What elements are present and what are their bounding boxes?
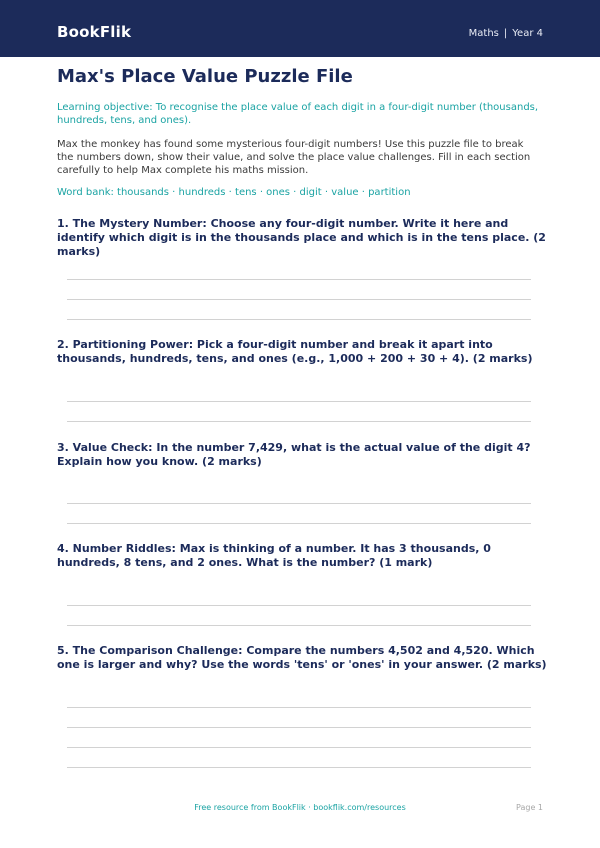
answer-line-q1-1[interactable]: [67, 279, 531, 280]
meta-separator: |: [503, 28, 508, 39]
learning-objective: Learning objective: To recognise the place value of each digit in a four-digit number (thousands, hundreds, tens, and ones).: [57, 102, 539, 126]
answer-line-q3-1[interactable]: [67, 503, 531, 504]
answer-line-q5-4[interactable]: [67, 767, 531, 768]
intro-paragraph: Max the monkey has found some mysterious four-digit numbers! Use this puzzle file to break the numbers down, show their value, and solve the place value challenges. Fill in each section carefully to help Max complete his maths mission.: [57, 139, 531, 176]
question-5: 5. The Comparison Challenge: Compare the numbers 4,502 and 4,520. Which one is larger and why? Use the words 'tens' or 'ones' in your answer. (2 marks): [57, 644, 547, 671]
answer-line-q5-1[interactable]: [67, 707, 531, 708]
footer-credit: Free resource from BookFlik · bookflik.com/resources: [194, 803, 406, 812]
answer-line-q4-2[interactable]: [67, 625, 531, 626]
question-3: 3. Value Check: In the number 7,429, what is the actual value of the digit 4? Explain how you know. (2 marks): [57, 441, 531, 468]
word-bank: Word bank: thousands · hundreds · tens · ones · digit · value · partition: [57, 187, 411, 198]
brand-logo-text: BookFlik: [57, 23, 132, 41]
page-header: [0, 0, 600, 57]
answer-line-q5-3[interactable]: [67, 747, 531, 748]
worksheet-title: Max's Place Value Puzzle File: [57, 66, 353, 87]
subject-label: Maths: [468, 28, 499, 39]
answer-line-q1-2[interactable]: [67, 299, 531, 300]
answer-line-q3-2[interactable]: [67, 523, 531, 524]
page-number: Page 1: [516, 803, 543, 812]
question-4: 4. Number Riddles: Max is thinking of a number. It has 3 thousands, 0 hundreds, 8 tens, and 2 ones. What is the number? (1 mark): [57, 542, 491, 569]
header-meta: [469, 28, 543, 40]
question-2: 2. Partitioning Power: Pick a four-digit number and break it apart into thousands, hundreds, tens, and ones (e.g., 1,000 + 200 + 30 + 4). (2 marks): [57, 338, 533, 365]
answer-line-q2-2[interactable]: [67, 421, 531, 422]
answer-line-q1-3[interactable]: [67, 319, 531, 320]
answer-line-q4-1[interactable]: [67, 605, 531, 606]
answer-line-q2-1[interactable]: [67, 401, 531, 402]
question-1: 1. The Mystery Number: Choose any four-digit number. Write it here and identify which digit is in the thousands place and which is in the tens place. (2 marks): [57, 217, 546, 258]
answer-line-q5-2[interactable]: [67, 727, 531, 728]
year-label: Year 4: [512, 28, 543, 39]
